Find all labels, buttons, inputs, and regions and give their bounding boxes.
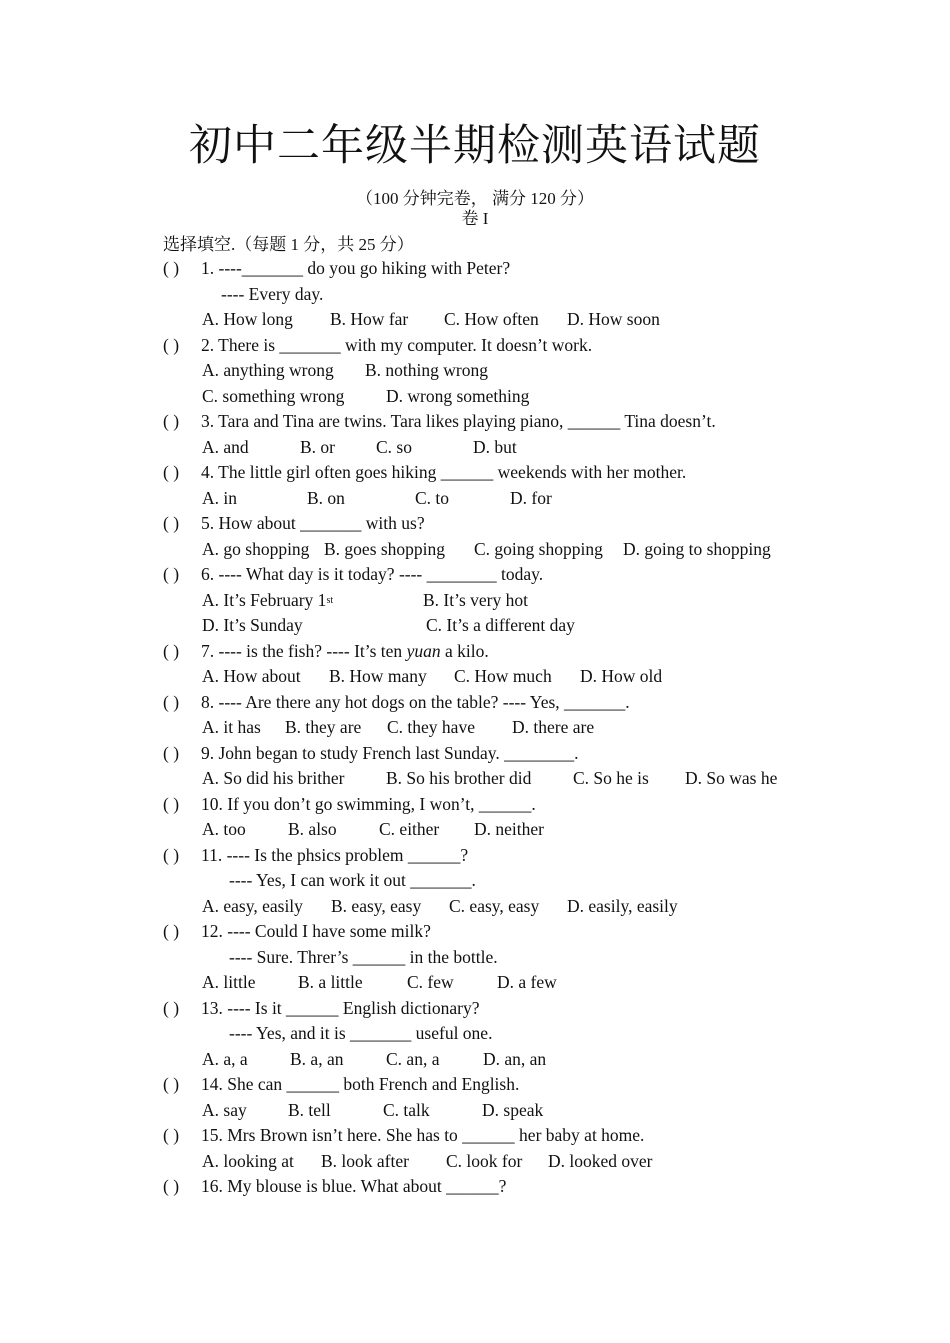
question-11-stem [163,843,923,869]
answer-blank[interactable]: ( ) [163,793,180,814]
option-c: C. It’s a different day [426,615,575,635]
option-c: C. either [379,819,440,839]
question-12-stem [163,919,923,945]
question-11-reply [163,868,923,894]
option-c: C. look for [446,1150,523,1171]
question-7-options [163,664,923,690]
question-2-stem [163,333,923,359]
question-4-stem [163,460,923,486]
exam-subtitle: （100 分钟完卷， 满分 120 分） [356,189,594,208]
option-a: A. anything wrong [202,360,334,380]
question-10-stem [163,792,923,818]
option-c: C. they have [387,717,475,737]
question-12-options [163,970,923,996]
option-c: C. How much [454,666,552,686]
question-text: 1. ----_______ do you go hiking with Peter? [201,258,511,278]
question-13-reply [163,1021,923,1047]
option-d: D. a few [497,972,557,992]
answer-blank[interactable]: ( ) [163,564,180,584]
question-2-options [163,358,923,384]
option-b: B. How many [329,666,427,686]
option-c: C. an, a [386,1048,440,1069]
option-d: D. speak [482,1099,544,1120]
question-13-options [163,1047,923,1073]
option-b: B. It’s very hot [423,589,528,610]
option-c: C. few [407,972,454,992]
option-b: B. look after [321,1150,409,1171]
option-a: A. say [202,1099,247,1120]
question-text: 16. My blouse is blue. What about ______? [201,1176,507,1196]
option-c: C. going shopping [474,538,603,559]
option-d: D. for [510,487,552,508]
option-c: C. so [376,436,412,457]
question-text: 12. ---- Could I have some milk? [201,921,431,941]
question-3-stem [163,409,923,435]
option-d: D. easily, easily [567,895,678,916]
option-b: B. tell [288,1099,331,1120]
question-text: 9. John began to study French last Sunday. ________. [201,742,579,763]
option-a: A. too [202,819,246,839]
option-d: D. How soon [567,309,660,329]
option-a: A. it has [202,717,261,737]
question-6-options [163,588,923,614]
question-7-stem [163,639,923,665]
question-list [163,256,923,1200]
answer-blank[interactable]: ( ) [163,1176,180,1196]
question-text: 5. How about _______ with us? [201,513,425,533]
option-c: C. something wrong [202,385,345,406]
question-9-stem [163,741,923,767]
question-5-stem [163,511,923,537]
answer-blank[interactable]: ( ) [163,258,180,278]
option-b: B. a little [298,972,363,992]
option-c: C. to [415,487,450,508]
option-a: A. a, a [202,1048,248,1069]
question-text: 8. ---- Are there any hot dogs on the table? ---- Yes, _______. [201,691,630,712]
question-text: 10. If you don’t go swimming, I won’t, ______. [201,793,536,814]
answer-blank[interactable]: ( ) [163,462,180,482]
option-d: D. but [473,436,517,457]
option-d: D. going to shopping [623,538,771,559]
question-4-options [163,486,923,512]
question-14-options [163,1098,923,1124]
question-text: 6. ---- What day is it today? ---- ________ today. [201,564,544,584]
answer-blank[interactable]: ( ) [163,334,180,355]
answer-blank[interactable]: ( ) [163,921,180,941]
question-text: 14. She can ______ both French and English. [201,1074,520,1094]
question-9-options [163,766,923,792]
question-text: 4. The little girl often goes hiking ______ weekends with her mother. [201,462,687,482]
option-d: D. wrong something [386,385,530,406]
option-b: B. nothing wrong [365,360,488,380]
page-title: 初中二年级半期检测英语试题 [189,121,761,171]
option-a: A. little [202,972,256,992]
question-14-stem [163,1072,923,1098]
question-10-options [163,817,923,843]
option-d: D. looked over [548,1150,653,1171]
option-d: D. So was he [685,768,778,788]
option-a: A. It’s February 1st [202,589,334,610]
option-c: C. easy, easy [449,895,540,916]
answer-blank[interactable]: ( ) [163,742,180,763]
question-2-options-2 [163,384,923,410]
question-15-stem [163,1123,923,1149]
option-b: B. So his brother did [386,768,532,788]
question-text: 3. Tara and Tina are twins. Tara likes playing piano, ______ Tina doesn’t. [201,411,716,431]
question-13-stem [163,996,923,1022]
question-1-options [163,307,923,333]
question-text: 7. ---- is the fish? ---- It’s ten yuan a kilo. [201,640,489,661]
question-text: 11. ---- Is the phsics problem ______? [201,844,469,865]
question-12-reply [163,945,923,971]
option-d: D. an, an [483,1048,547,1069]
question-3-options [163,435,923,461]
reply-text: ---- Yes, and it is _______ useful one. [229,1023,493,1043]
option-b: B. they are [285,717,362,737]
question-text: 15. Mrs Brown isn’t here. She has to ______ her baby at home. [201,1125,645,1145]
question-15-options [163,1149,923,1175]
question-6-stem [163,562,923,588]
option-c: C. So he is [573,768,649,788]
option-d: D. How old [580,666,663,686]
volume-label: 卷 I [461,209,489,228]
question-16-stem [163,1174,923,1200]
option-b: B. goes shopping [324,538,446,559]
question-1-stem [163,256,923,282]
answer-blank[interactable]: ( ) [163,1074,180,1094]
answer-blank[interactable]: ( ) [163,640,180,661]
option-c: C. talk [383,1099,430,1120]
answer-blank[interactable]: ( ) [163,691,180,712]
question-text: 13. ---- Is it ______ English dictionary? [201,997,480,1018]
option-d: D. It’s Sunday [202,615,303,635]
question-1-reply [163,282,923,308]
question-8-stem [163,690,923,716]
question-11-options [163,894,923,920]
option-b: B. easy, easy [331,895,422,916]
answer-blank[interactable]: ( ) [163,411,180,431]
question-5-options [163,537,923,563]
answer-blank[interactable]: ( ) [163,513,180,533]
option-b: B. a, an [290,1048,344,1069]
option-b: B. on [307,487,345,508]
reply-text: ---- Yes, I can work it out _______. [229,870,476,890]
option-a: A. How about [202,666,301,686]
option-a: A. and [202,436,249,457]
option-b: B. How far [330,309,409,329]
option-a: A. looking at [202,1150,294,1171]
option-a: A. So did his brither [202,768,345,788]
option-b: B. also [288,819,337,839]
question-8-options [163,715,923,741]
reply-text: ---- Every day. [221,283,324,304]
answer-blank[interactable]: ( ) [163,844,180,865]
answer-blank[interactable]: ( ) [163,997,180,1018]
question-6-options-2 [163,613,923,639]
section-heading: 选择填空.（每题 1 分，共 25 分） [163,235,414,254]
question-text: 2. There is _______ with my computer. It doesn’t work. [201,334,593,355]
reply-text: ---- Sure. Threr’s ______ in the bottle. [229,946,498,967]
option-a: A. in [202,487,237,508]
option-a: A. go shopping [202,538,310,559]
option-c: C. How often [444,309,539,329]
option-d: D. neither [474,819,544,839]
option-b: B. or [300,436,335,457]
option-d: D. there are [512,717,595,737]
answer-blank[interactable]: ( ) [163,1125,180,1145]
option-a: A. How long [202,309,293,329]
option-a: A. easy, easily [202,895,303,916]
